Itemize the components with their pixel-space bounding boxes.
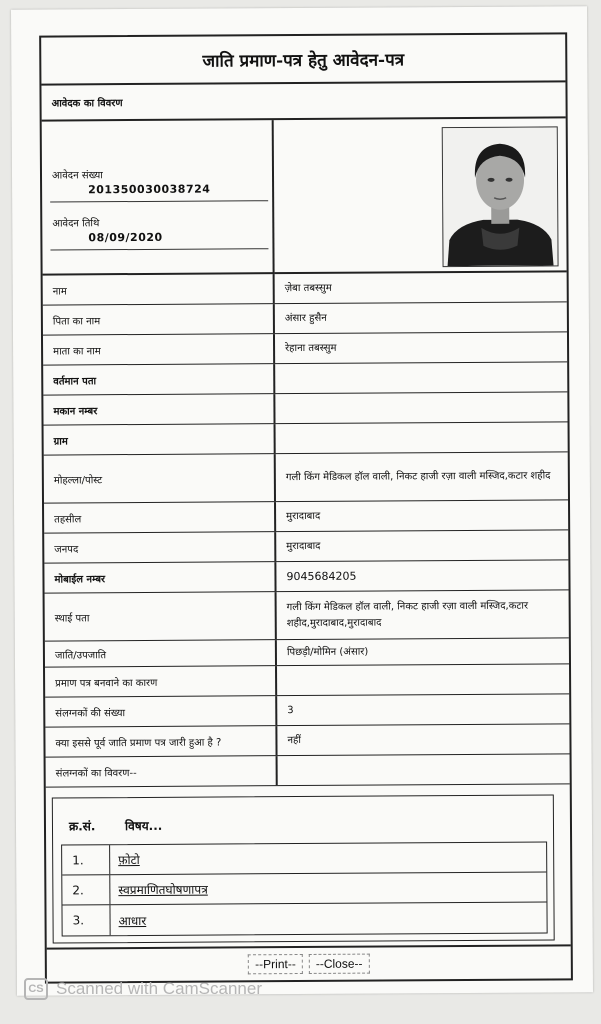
attachments-table: [52, 794, 555, 943]
field-label: नाम: [43, 274, 275, 304]
attachment-link-aadhaar[interactable]: आधार: [118, 913, 147, 928]
table-row: [44, 452, 568, 503]
section-heading: आवेदक का विवरण: [41, 82, 565, 121]
field-value: अंसार हुसैन: [284, 312, 327, 324]
field-label: मोबाईल नम्बर: [44, 562, 276, 592]
field-label: जनपद: [44, 532, 276, 562]
field-value: ज़ेबा तबस्सुम: [284, 282, 332, 294]
watermark-text: Scanned with CamScanner: [56, 979, 263, 998]
details-table: [43, 272, 570, 787]
document-page: [11, 6, 593, 996]
field-value: मुरादाबाद: [286, 510, 321, 522]
field-label: प्रमाण पत्र बनवाने का कारण: [45, 666, 277, 696]
field-label: माता का नाम: [43, 334, 275, 364]
field-label: क्या इससे पूर्व जाति प्रमाण पत्र जारी हुआ है ?: [45, 726, 277, 756]
table-row: [43, 332, 567, 365]
field-value: नहीं: [287, 734, 301, 746]
table-row: [44, 422, 568, 455]
attachments-list: [61, 842, 548, 937]
table-row: [45, 724, 569, 757]
field-value: [278, 754, 570, 785]
field-value: गली किंग मेडिकल हॉल वाली, निकट हाजी रज़ा वाली मस्जिद,कटार शहीद,मुरादाबाद,मुरादाबाद: [286, 600, 529, 629]
table-row: [43, 272, 567, 305]
table-row: [45, 638, 569, 667]
field-value: रेहाना तबस्सुम: [285, 342, 337, 354]
person-silhouette-icon: [443, 127, 558, 266]
field-label: जाति/उपजाति: [45, 640, 277, 666]
divider: [50, 248, 268, 250]
field-label: वर्तमान पता: [43, 364, 275, 394]
close-button[interactable]: --Close--: [309, 954, 370, 974]
photo-cell: [274, 118, 567, 274]
field-label: मोहल्ला/पोस्ट: [44, 454, 276, 502]
field-label: तहसील: [44, 502, 276, 532]
field-value: मुरादाबाद: [286, 540, 321, 552]
field-value: [275, 392, 567, 423]
field-label: पिता का नाम: [43, 304, 275, 334]
application-form: [39, 32, 573, 983]
table-row: [45, 590, 569, 641]
field-label: स्थाई पता: [45, 592, 277, 640]
application-number-label: आवेदन संख्या: [51, 170, 103, 182]
action-bar: [47, 944, 571, 981]
table-row: [44, 500, 568, 533]
camscanner-logo-icon: CS: [24, 978, 48, 1000]
divider: [50, 200, 268, 202]
table-row: [43, 392, 567, 425]
list-item: [62, 843, 546, 876]
application-date-label: आवेदन तिथि: [52, 218, 100, 230]
table-row: [44, 560, 568, 593]
table-row: [43, 302, 567, 335]
item-number: 2.: [62, 875, 110, 904]
field-label: संलग्नकों का विवरण--: [46, 756, 278, 786]
item-number: 3.: [62, 905, 110, 935]
form-title: जाति प्रमाण-पत्र हेतु आवेदन-पत्र: [41, 34, 565, 85]
field-value: [277, 664, 569, 695]
field-value: [276, 422, 568, 453]
application-info: [42, 120, 275, 275]
field-label: मकान नम्बर: [43, 394, 275, 424]
field-value: गली किंग मेडिकल हॉल वाली, निकट हाजी रज़ा वाली मस्जिद,कटार शहीद: [285, 469, 551, 483]
table-row: [45, 694, 569, 727]
item-number: 1.: [62, 845, 110, 874]
attachment-link-declaration[interactable]: स्वप्रमाणितघोषणापत्र: [118, 882, 208, 898]
column-header-subject: विषय...: [124, 818, 163, 833]
table-row: [46, 754, 570, 787]
field-label: संलग्नकों की संख्या: [45, 696, 277, 726]
attachments-header: [61, 804, 547, 845]
application-number: 201350030038724: [88, 182, 211, 197]
print-button[interactable]: --Print--: [248, 954, 303, 974]
column-header-number: क्र.सं.: [68, 818, 96, 833]
table-row: [45, 664, 569, 697]
list-item: [62, 873, 546, 906]
field-value: [275, 362, 567, 393]
attachment-link-photo[interactable]: फ़ोटो: [118, 852, 140, 868]
field-value: 9045684205: [286, 569, 357, 583]
table-row: [44, 530, 568, 563]
field-value: 3: [287, 704, 294, 716]
applicant-photo: [442, 126, 559, 267]
field-value: पिछड़ी/मोमिन (अंसार): [286, 646, 369, 658]
table-row: [43, 362, 567, 395]
field-label: ग्राम: [44, 424, 276, 454]
application-date: 08/09/2020: [88, 230, 163, 245]
scanner-watermark: [24, 978, 262, 1000]
list-item: [62, 903, 546, 936]
